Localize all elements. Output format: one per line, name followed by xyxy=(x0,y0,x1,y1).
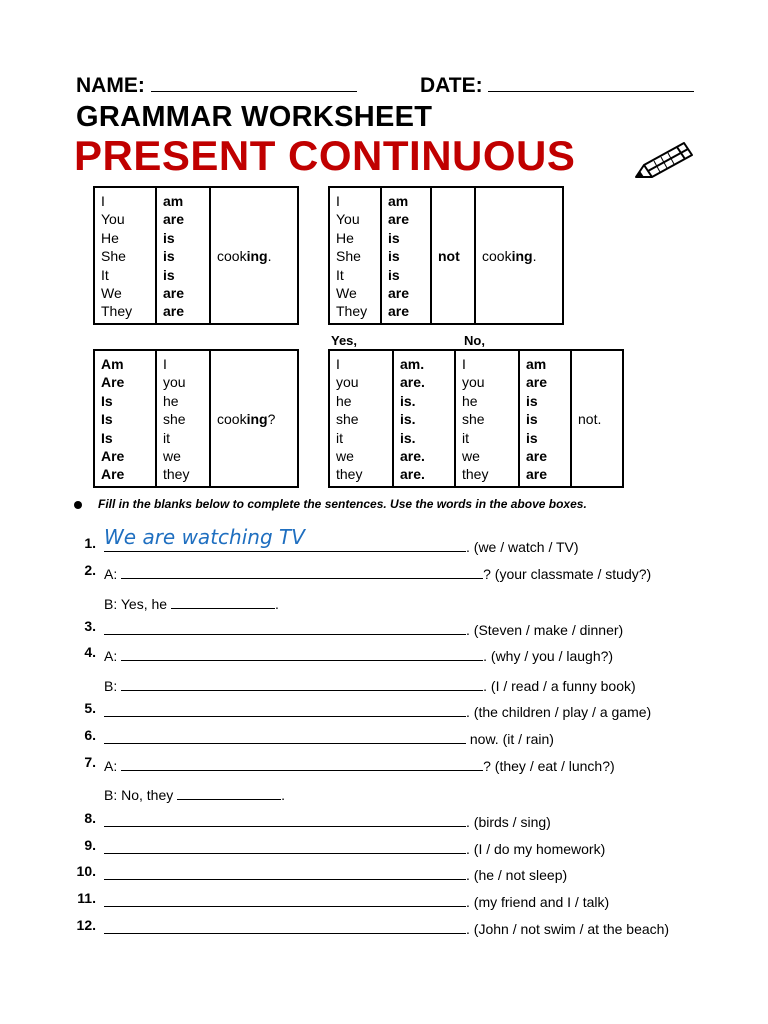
punctuation: . xyxy=(267,248,272,265)
speaker-label: A: xyxy=(104,758,118,774)
verb: am xyxy=(526,356,547,372)
subject: we xyxy=(462,448,480,465)
question-hint: . (John / not swim / at the beach) xyxy=(466,921,670,937)
verb: are xyxy=(388,211,410,228)
subject: it xyxy=(163,429,170,446)
subject: you xyxy=(462,374,485,391)
subject: I xyxy=(462,356,466,372)
verb-ing-cell xyxy=(475,187,563,324)
speaker-label: B: xyxy=(104,678,118,694)
verb: is xyxy=(388,248,400,265)
question-table xyxy=(93,349,299,488)
name-label: NAME: xyxy=(76,74,145,97)
subject: I xyxy=(336,193,340,209)
question-hint: . xyxy=(281,787,286,803)
subject: You xyxy=(101,211,125,228)
question-row xyxy=(104,700,651,720)
question-number: 12. xyxy=(76,917,96,933)
worksheet-topic: PRESENT CONTINUOUS xyxy=(74,132,576,179)
verb: Are xyxy=(101,448,125,465)
subject: They xyxy=(336,303,368,320)
question-number: 5. xyxy=(84,700,96,716)
subject: He xyxy=(336,229,354,246)
punctuation: . xyxy=(532,248,537,265)
name-blank[interactable] xyxy=(151,75,357,92)
verb-base: cook xyxy=(482,248,512,265)
verb-ing-cell xyxy=(210,350,298,487)
verb-ing-cell xyxy=(210,187,298,324)
question-hint: ? (your classmate / study?) xyxy=(483,566,652,582)
date-label: DATE: xyxy=(420,74,483,97)
question-row xyxy=(104,810,551,830)
question-hint: . (we / watch / TV) xyxy=(466,539,579,555)
verb: are xyxy=(526,466,548,483)
answer-blank[interactable] xyxy=(104,863,466,880)
subject: we xyxy=(336,448,354,465)
no-subject-column xyxy=(455,350,519,487)
question-row xyxy=(104,917,669,937)
verb: Is xyxy=(101,392,113,409)
subject: He xyxy=(101,229,119,246)
subject: it xyxy=(336,429,343,446)
speaker-label: A: xyxy=(104,566,118,582)
verb: is xyxy=(526,429,538,446)
answer-blank[interactable] xyxy=(121,562,483,579)
question-number: 1. xyxy=(84,535,96,551)
yes-subject-column xyxy=(329,350,393,487)
name-field[interactable] xyxy=(76,74,357,98)
subject: It xyxy=(101,266,109,283)
verb-suffix: ing xyxy=(511,248,533,265)
question-hint: . (birds / sing) xyxy=(466,814,551,830)
verb: are xyxy=(163,211,185,228)
speaker-label: B: No, they xyxy=(104,787,174,803)
subject: They xyxy=(101,303,133,320)
answer-blank[interactable] xyxy=(104,917,466,934)
verb: is. xyxy=(400,411,416,428)
subject: you xyxy=(163,374,186,391)
question-hint: . xyxy=(274,596,279,612)
question-number: 3. xyxy=(84,618,96,634)
subject-column xyxy=(94,187,156,324)
subject: they xyxy=(462,466,489,483)
subject: I xyxy=(101,193,105,209)
verb-suffix: ing xyxy=(246,411,268,428)
answer-blank[interactable] xyxy=(104,890,466,907)
affirmative-table xyxy=(93,186,299,325)
question-row xyxy=(104,863,567,883)
verb: is xyxy=(526,392,538,409)
question-row xyxy=(104,618,623,638)
verb: are xyxy=(388,285,410,302)
verb: are xyxy=(526,374,548,391)
question-number: 2. xyxy=(84,562,96,578)
verb: is. xyxy=(400,392,416,409)
answer-blank[interactable] xyxy=(104,618,466,635)
verb-base: cook xyxy=(217,411,247,428)
answer-blank[interactable] xyxy=(121,644,483,661)
question-hint: . (why / you / laugh?) xyxy=(483,648,614,664)
verb: is xyxy=(526,411,538,428)
instructions-text: Fill in the blanks below to complete the sentences. Use the words in the above boxes. xyxy=(98,497,587,511)
verb: Are xyxy=(101,466,125,483)
answer-blank[interactable] xyxy=(104,837,466,854)
verb: are. xyxy=(400,448,425,465)
question-number: 4. xyxy=(84,644,96,660)
subject: You xyxy=(336,211,360,228)
answer-blank[interactable] xyxy=(104,535,466,552)
verb: is xyxy=(388,229,400,246)
subject: it xyxy=(462,429,469,446)
worksheet-title: GRAMMAR WORKSHEET xyxy=(76,101,433,133)
speaker-label: A: xyxy=(104,648,118,664)
question-number: 10. xyxy=(76,863,96,879)
subject: I xyxy=(336,356,340,372)
pencil-icon xyxy=(634,137,694,182)
verb-suffix: ing xyxy=(246,248,268,265)
question-row xyxy=(104,754,615,774)
verb: is. xyxy=(400,429,416,446)
verb: am xyxy=(163,193,184,209)
verb-base: cook xyxy=(217,248,247,265)
question-row xyxy=(104,535,579,555)
question-number: 6. xyxy=(84,727,96,743)
question-row xyxy=(104,592,279,612)
subject: they xyxy=(163,466,190,483)
subject: he xyxy=(163,392,179,409)
question-row xyxy=(104,783,285,803)
question-number: 9. xyxy=(84,837,96,853)
verb: Is xyxy=(101,411,113,428)
verb: are xyxy=(526,448,548,465)
not-cell: not xyxy=(431,187,475,324)
speaker-label: B: Yes, he xyxy=(104,596,168,612)
verb-column xyxy=(94,350,156,487)
instructions xyxy=(74,497,587,511)
question-hint: . (my friend and I / talk) xyxy=(466,894,610,910)
date-field[interactable] xyxy=(420,74,694,98)
subject-column xyxy=(156,350,210,487)
question-number: 7. xyxy=(84,754,96,770)
question-row xyxy=(104,674,636,694)
verb: are xyxy=(163,285,185,302)
verb: are. xyxy=(400,374,425,391)
question-hint: . (I / do my homework) xyxy=(466,841,606,857)
answer-blank[interactable] xyxy=(104,700,466,717)
example-answer: We are watching TV xyxy=(104,525,305,549)
verb-column xyxy=(381,187,431,324)
subject: he xyxy=(336,392,352,409)
answer-blank[interactable] xyxy=(104,727,466,744)
question-hint: . (he / not sleep) xyxy=(466,867,568,883)
question-hint: . (I / read / a funny book) xyxy=(483,678,636,694)
punctuation: ? xyxy=(267,411,276,428)
question-row xyxy=(104,837,605,857)
verb: am. xyxy=(400,356,425,372)
question-hint: now. (it / rain) xyxy=(466,731,554,747)
verb: is xyxy=(163,266,175,283)
subject: We xyxy=(336,285,357,302)
question-hint: ? (they / eat / lunch?) xyxy=(483,758,615,774)
answer-blank[interactable] xyxy=(121,674,483,691)
verb: is xyxy=(388,266,400,283)
answer-blank[interactable] xyxy=(104,810,466,827)
subject: she xyxy=(163,411,186,428)
subject: She xyxy=(101,248,126,265)
short-answer-table xyxy=(328,349,624,488)
verb: is xyxy=(163,248,175,265)
subject: she xyxy=(462,411,485,428)
verb: are. xyxy=(400,466,425,483)
question-row xyxy=(104,890,609,910)
question-row xyxy=(104,644,613,664)
verb: Are xyxy=(101,374,125,391)
subject: they xyxy=(336,466,363,483)
subject: you xyxy=(336,374,359,391)
bullet-icon xyxy=(74,501,82,509)
date-blank[interactable] xyxy=(488,75,694,92)
subject: she xyxy=(336,411,359,428)
yes-label: Yes, xyxy=(331,333,358,348)
subject: we xyxy=(163,448,181,465)
subject: I xyxy=(163,356,167,372)
not-cell: not. xyxy=(571,350,623,487)
question-row xyxy=(104,727,554,747)
subject: It xyxy=(336,266,344,283)
answer-blank[interactable] xyxy=(177,783,281,800)
question-number: 8. xyxy=(84,810,96,826)
question-hint: . (the children / play / a game) xyxy=(466,704,652,720)
verb: are xyxy=(163,303,185,320)
negative-table xyxy=(328,186,564,325)
no-label: No, xyxy=(464,333,485,348)
subject: We xyxy=(101,285,122,302)
subject: he xyxy=(462,392,478,409)
answer-blank[interactable] xyxy=(171,592,275,609)
subject-column xyxy=(329,187,381,324)
no-verb-column xyxy=(519,350,571,487)
verb: am xyxy=(388,193,409,209)
question-number: 11. xyxy=(77,890,96,906)
question-row xyxy=(104,562,651,582)
verb: is xyxy=(163,229,175,246)
verb-column xyxy=(156,187,210,324)
answer-blank[interactable] xyxy=(121,754,483,771)
verb: Is xyxy=(101,429,113,446)
yes-verb-column xyxy=(393,350,455,487)
verb: Am xyxy=(101,356,124,372)
subject: She xyxy=(336,248,361,265)
question-hint: . (Steven / make / dinner) xyxy=(466,622,624,638)
verb: are xyxy=(388,303,410,320)
